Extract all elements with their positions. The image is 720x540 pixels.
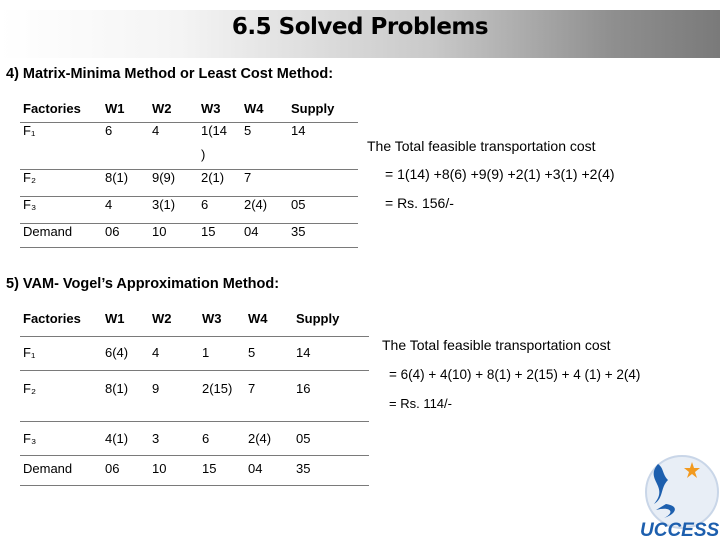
table-cell: 10 — [149, 455, 199, 485]
table-cell: 7 — [245, 370, 293, 421]
table-cell — [241, 147, 288, 169]
table-cell: 04 — [241, 223, 288, 247]
success-logo — [630, 452, 720, 540]
table-cell — [149, 147, 198, 169]
slide-title: 6.5 Solved Problems — [231, 14, 489, 40]
table-cell — [20, 147, 102, 169]
table-cell: 8(1) — [102, 169, 149, 196]
table-cell: ) — [198, 147, 241, 169]
table-row — [20, 455, 369, 485]
header-cell: Factories — [20, 101, 102, 122]
section1-note: The Total feasible transportation cost — [367, 138, 596, 154]
section2-note: = 6(4) + 4(10) + 8(1) + 2(15) + 4 (1) + 2(4) — [389, 367, 641, 382]
section1-heading: 4) Matrix-Minima Method or Least Cost Method: — [6, 66, 334, 82]
section1-note: = Rs. 156/- — [385, 195, 454, 211]
table-cell: 06 — [102, 223, 149, 247]
table-cell: 7 — [241, 169, 288, 196]
table-cell: 1(14 — [201, 122, 228, 138]
table-cell: 05 — [288, 196, 358, 223]
header-cell: W1 — [102, 311, 149, 336]
table-cell: F₃ — [20, 421, 102, 455]
table-cell: 9 — [149, 370, 199, 421]
table-cell: 6 — [105, 122, 113, 138]
table-cell: 4(1) — [102, 421, 149, 455]
table-row — [20, 147, 358, 169]
table-cell: 2(4) — [245, 421, 293, 455]
table-row — [20, 421, 369, 455]
table-cell: 2(15) — [199, 370, 245, 421]
table-cell: 3 — [149, 421, 199, 455]
section2-note: = Rs. 114/- — [389, 396, 452, 411]
table-cell: Demand — [20, 455, 102, 485]
section1-note: = 1(14) +8(6) +9(9) +2(1) +3(1) +2(4) — [385, 166, 615, 182]
table-cell: 15 — [198, 223, 241, 247]
table-row — [20, 169, 358, 196]
table-cell: 2(1) — [198, 169, 241, 196]
table-cell: 15 — [199, 455, 245, 485]
table-cell — [102, 147, 149, 169]
table-cell: 35 — [293, 455, 369, 485]
section2-note: The Total feasible transportation cost — [382, 337, 611, 353]
header-cell: W4 — [245, 311, 293, 336]
table-row — [20, 370, 369, 421]
table-cell: 6(4) — [102, 336, 149, 370]
table-cell: 1 — [199, 336, 245, 370]
logo-text: UCCESS — [640, 520, 720, 540]
table-cell: 05 — [293, 421, 369, 455]
header-cell: W4 — [241, 101, 288, 122]
section1-table — [20, 101, 358, 248]
header-cell: W2 — [149, 311, 199, 336]
table-cell: 5 — [244, 122, 252, 138]
table-row — [20, 223, 358, 247]
header-cell: W2 — [149, 101, 198, 122]
table-cell: 14 — [293, 336, 369, 370]
table-cell: Demand — [20, 223, 102, 247]
table-cell: 14 — [291, 122, 306, 138]
table-cell: 4 — [149, 336, 199, 370]
table-cell — [288, 169, 358, 196]
header-cell: Supply — [293, 311, 369, 336]
table-row — [20, 336, 369, 370]
header-cell: Factories — [20, 311, 102, 336]
table-cell: 35 — [288, 223, 358, 247]
section2-heading: 5) VAM- Vogel’s Approximation Method: — [6, 276, 280, 292]
table-cell: 6 — [199, 421, 245, 455]
table-cell: 5 — [245, 336, 293, 370]
table-row — [20, 122, 358, 147]
table-cell: 06 — [102, 455, 149, 485]
table-cell: 6 — [198, 196, 241, 223]
table-cell: 10 — [149, 223, 198, 247]
header-cell: W1 — [102, 101, 149, 122]
table-cell: F₁ — [20, 336, 102, 370]
table-header-row — [20, 101, 358, 122]
header-cell: W3 — [198, 101, 241, 122]
table-cell: 4 — [152, 122, 160, 138]
table-cell: F₂ — [20, 370, 102, 421]
section2-table — [20, 311, 369, 486]
header-cell: Supply — [288, 101, 358, 122]
table-cell — [288, 147, 358, 169]
table-cell: 16 — [293, 370, 369, 421]
table-cell: 3(1) — [149, 196, 198, 223]
table-header-row — [20, 311, 369, 336]
table-row — [20, 196, 358, 223]
table-cell: 04 — [245, 455, 293, 485]
table-cell: F₃ — [20, 196, 102, 223]
table-cell: 9(9) — [149, 169, 198, 196]
table-cell: F₁ — [23, 122, 36, 138]
table-cell: 2(4) — [241, 196, 288, 223]
header-cell: W3 — [199, 311, 245, 336]
table-cell: 8(1) — [102, 370, 149, 421]
table-cell: F₂ — [20, 169, 102, 196]
table-cell: 4 — [102, 196, 149, 223]
